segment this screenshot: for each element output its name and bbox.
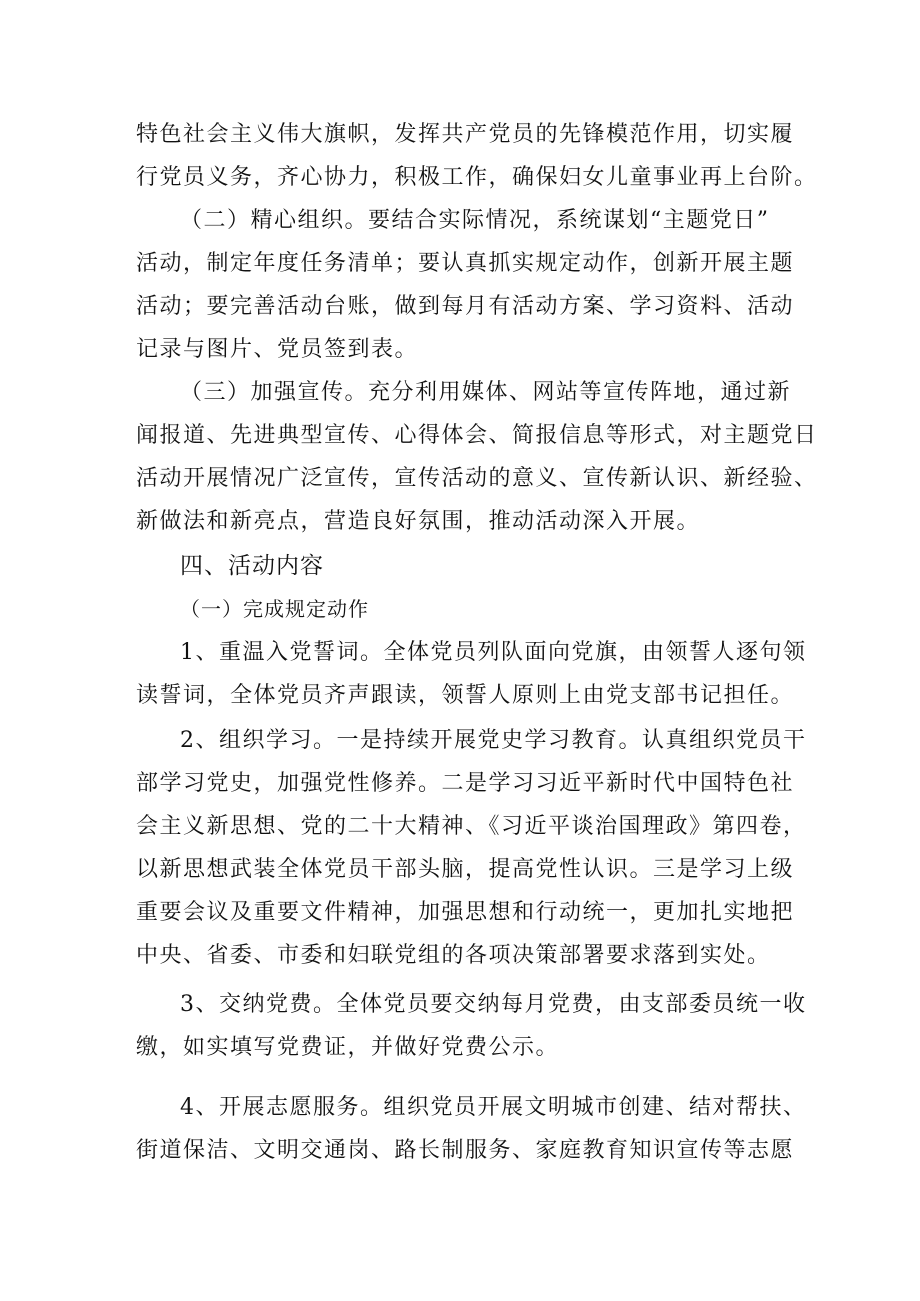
paragraph-line: 闻报道、先进典型宣传、心得体会、简报信息等形式，对主题党日: [136, 423, 818, 448]
subsection-heading: （一）完成规定动作: [180, 597, 369, 621]
paragraph-line: 中央、省委、市委和妇联党组的各项决策部署要求落到实处。: [136, 943, 771, 968]
paragraph-line: 记录与图片、党员签到表。: [136, 337, 419, 362]
paragraph-line: 重要会议及重要文件精神，加强思想和行动统一，更加扎实地把: [136, 900, 795, 925]
paragraph-line: （三）加强宣传。充分利用媒体、网站等宣传阵地，通过新: [180, 380, 792, 405]
paragraph-line: 1、重温入党誓词。全体党员列队面向党旗，由领誓人逐句领: [180, 640, 807, 665]
paragraph-line: 缴，如实填写党费证，并做好党费公示。: [136, 1035, 560, 1060]
paragraph-line: 以新思想武装全体党员干部头脑，提高党性认识。三是学习上级: [136, 857, 795, 882]
section-heading: 四、活动内容: [180, 553, 324, 579]
paragraph-line: 3、交纳党费。全体党员要交纳每月党费，由支部委员统一收: [180, 992, 807, 1017]
paragraph-line: 会主义新思想、党的二十大精神、《习近平谈治国理政》第四卷，: [136, 814, 807, 839]
paragraph-line: 4、开展志愿服务。组织党员开展文明城市创建、结对帮扶、: [180, 1095, 807, 1120]
paragraph-line: 街道保洁、文明交通岗、路长制服务、家庭教育知识宣传等志愿: [136, 1138, 795, 1163]
paragraph-line: （二）精心组织。要结合实际情况，系统谋划“主题党日”: [180, 208, 770, 233]
paragraph-line: 读誓词，全体党员齐声跟读，领誓人原则上由党支部书记担任。: [136, 683, 795, 708]
paragraph-line: 部学习党史，加强党性修养。二是学习习近平新时代中国特色社: [136, 771, 795, 796]
paragraph-line: 2、组织学习。一是持续开展党史学习教育。认真组织党员干: [180, 728, 807, 753]
paragraph-line: 新做法和新亮点，营造良好氛围，推动活动深入开展。: [136, 509, 701, 534]
paragraph-line: 特色社会主义伟大旗帜，发挥共产党员的先锋模范作用，切实履: [136, 122, 795, 147]
paragraph-line: 行党员义务，齐心协力，积极工作，确保妇女儿童事业再上台阶。: [136, 165, 818, 190]
paragraph-line: 活动，制定年度任务清单；要认真抓实规定动作，创新开展主题: [136, 251, 795, 276]
paragraph-line: 活动开展情况广泛宣传，宣传活动的意义、宣传新认识、新经验、: [136, 466, 818, 491]
paragraph-line: 活动；要完善活动台账，做到每月有活动方案、学习资料、活动: [136, 294, 795, 319]
